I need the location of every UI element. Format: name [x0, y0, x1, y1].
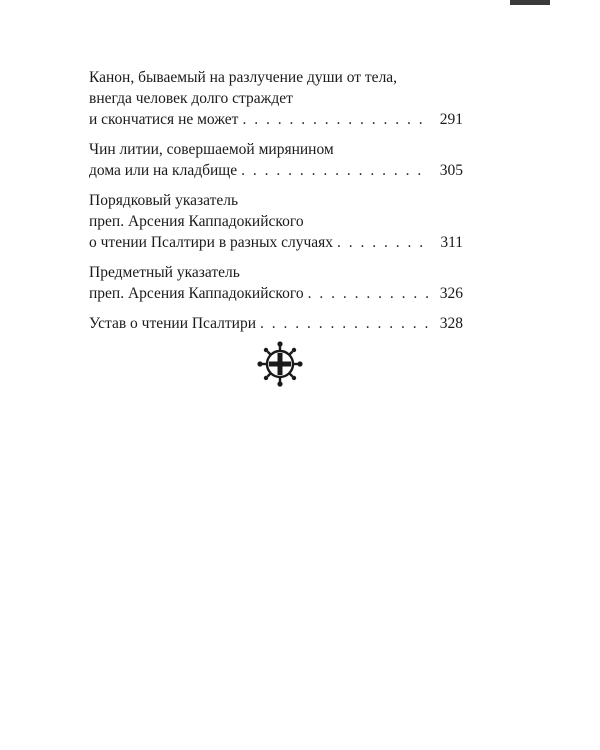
page-edge-mark	[510, 0, 550, 5]
toc-entry[interactable]	[89, 191, 463, 253]
toc-entry-title-line: внегда человек долго страждет	[89, 89, 293, 107]
toc-entry-title-line: Устав о чтении Псалтири	[89, 315, 256, 333]
toc-entry-title-line: преп. Арсения Каппадокийского	[89, 284, 304, 302]
toc-entry-title-line: Предметный указатель	[89, 264, 240, 282]
toc-entry-title-line: преп. Арсения Каппадокийского	[89, 212, 304, 230]
toc-entry-leader-line	[89, 233, 463, 254]
toc-entry-title-line: и скончатися не может	[89, 110, 239, 128]
toc-entry-leader-line	[89, 110, 463, 131]
toc-entry-title-line: о чтении Псалтири в разных случаях	[89, 233, 334, 251]
toc-entry-title-line: Канон, бываемый на разлучение души от тела,	[89, 69, 398, 86]
dot-leader	[260, 314, 429, 335]
toc-entry-leader-line	[89, 314, 463, 335]
dot-leader	[241, 161, 429, 182]
dot-leader	[242, 110, 429, 131]
dot-leader	[308, 284, 429, 305]
table-of-contents	[89, 68, 463, 345]
toc-page-number: 305	[439, 161, 463, 179]
toc-entry-leader-line	[89, 284, 463, 305]
cross-ornament-icon	[257, 341, 303, 387]
toc-entry[interactable]	[89, 314, 463, 335]
toc-page-number: 291	[439, 110, 463, 128]
toc-page-number: 328	[439, 315, 463, 333]
toc-entry[interactable]	[89, 263, 463, 305]
toc-entry-title-line: дома или на кладбище	[89, 161, 238, 179]
toc-entry[interactable]	[89, 68, 463, 130]
toc-page-number: 326	[439, 284, 463, 302]
toc-entry-leader-line	[89, 161, 463, 182]
dot-leader	[337, 233, 429, 254]
toc-page-number: 311	[440, 233, 463, 251]
toc-entry-title-line: Чин литии, совершаемой мирянином	[89, 140, 334, 158]
toc-entry-title-line: Порядковый указатель	[89, 192, 239, 210]
toc-entry[interactable]	[89, 140, 463, 182]
